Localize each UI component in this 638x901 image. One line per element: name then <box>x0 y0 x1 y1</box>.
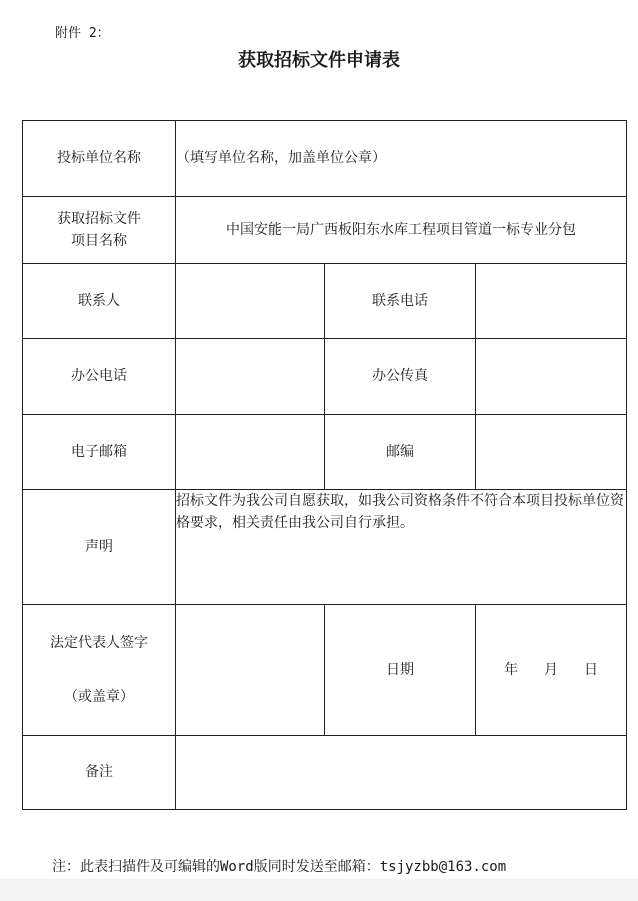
office-fax-label: 办公传真 <box>325 339 476 415</box>
office-phone-field[interactable] <box>176 339 325 415</box>
project-name-label <box>23 197 176 264</box>
bottom-bar <box>0 879 638 901</box>
date-field[interactable] <box>476 605 627 736</box>
date-month-label: 月 <box>544 661 558 678</box>
footer-note: 注：此表扫描件及可编辑的Word版同时发送至邮箱：tsjyzbb@163.com <box>52 859 507 875</box>
date-day-label: 日 <box>584 661 598 678</box>
remarks-label: 备注 <box>23 736 176 810</box>
attachment-label: 附件 2： <box>55 26 110 41</box>
legal-rep-label-line1: 法定代表人签字 <box>50 634 148 651</box>
postcode-label: 邮编 <box>325 415 476 490</box>
application-form-table <box>22 120 627 810</box>
legal-rep-label-line2: （或盖章） <box>64 689 134 705</box>
contact-person-field[interactable] <box>176 264 325 339</box>
postcode-field[interactable] <box>476 415 627 490</box>
row-office <box>23 339 627 415</box>
date-label: 日期 <box>325 605 476 736</box>
project-name-label-line1: 获取招标文件 <box>57 210 141 227</box>
row-legal-rep <box>23 605 627 736</box>
row-project <box>23 197 627 264</box>
office-fax-field[interactable] <box>476 339 627 415</box>
contact-phone-field[interactable] <box>476 264 627 339</box>
row-contact <box>23 264 627 339</box>
row-email <box>23 415 627 490</box>
row-bidder <box>23 121 627 197</box>
declaration-text: 招标文件为我公司自愿获取，如我公司资格条件不符合本项目投标单位资格要求，相关责任由我公司自行承担。 <box>176 490 627 605</box>
project-name-field[interactable]: 中国安能一局广西板阳东水库工程项目管道一标专业分包 <box>176 197 627 264</box>
row-declaration <box>23 490 627 605</box>
bidder-name-label: 投标单位名称 <box>23 121 176 197</box>
contact-person-label: 联系人 <box>23 264 176 339</box>
remarks-field[interactable] <box>176 736 627 810</box>
row-remarks <box>23 736 627 810</box>
email-label: 电子邮箱 <box>23 415 176 490</box>
date-year-label: 年 <box>504 661 518 678</box>
legal-rep-label <box>23 605 176 736</box>
page-title: 获取招标文件申请表 <box>238 50 400 71</box>
bidder-name-field[interactable]: （填写单位名称，加盖单位公章） <box>176 121 627 197</box>
declaration-label: 声明 <box>23 490 176 605</box>
office-phone-label: 办公电话 <box>23 339 176 415</box>
contact-phone-label: 联系电话 <box>325 264 476 339</box>
legal-rep-signature-field[interactable] <box>176 605 325 736</box>
email-field[interactable] <box>176 415 325 490</box>
project-name-label-line2: 项目名称 <box>71 233 127 249</box>
